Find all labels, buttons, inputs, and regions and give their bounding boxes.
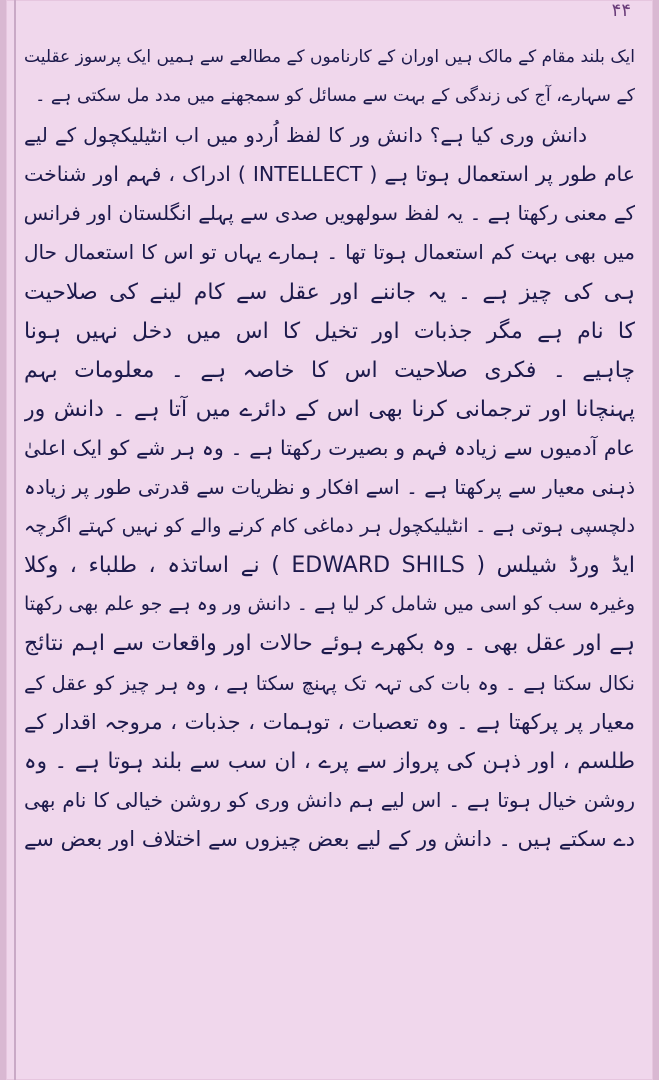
text-line-13: دلچسپی ہوتی ہے ۔ انٹیلیکچول ہر دماغی کام کرنے والے کو نہیں کہتے اگرچہ <box>24 515 635 538</box>
text-line-3: دانش وری کیا ہے؟ دانش ور کا لفظ اُردو میں اب انٹیلیکچول کے لیے <box>24 123 587 148</box>
text-line-8: کا نام ہے مگر جذبات اور تخیل کا اس میں دخل نہیں ہونا <box>24 318 635 344</box>
text-line-9: چاہیے ۔ فکری صلاحیت اس کا خاصہ ہے ۔ معلومات بہم <box>24 357 635 383</box>
text-line-7: ہی کی چیز ہے ۔ یہ جاننے اور عقل سے کام لینے کی صلاحیت <box>24 279 635 305</box>
page-body-text <box>24 38 635 859</box>
text-line-18: معیار پر پرکھتا ہے ۔ وہ تعصبات ، توہمات ، جذبات ، مروجہ اقدار کے <box>24 709 635 734</box>
text-line-16: ہے اور عقل بھی ۔ وہ بکھرے ہوئے حالات اور واقعات سے اہم نتائج <box>24 631 635 657</box>
text-line-1: ایک بلند مقام کے مالک ہیں اوران کے کارناموں کے مطالعے سے ہمیں ایک پرسوز عقلیت <box>24 47 635 67</box>
text-line-6: میں بھی بہت کم استعمال ہوتا تھا ۔ ہمارے یہاں تو اس کا استعمال حال <box>24 240 635 265</box>
text-line-14: ایڈ ورڈ شیلس ( EDWARD SHILS ) نے اساتذہ ، طلباء ، وکلا <box>24 553 635 579</box>
text-line-12: ذہنی معیار سے پرکھتا ہے ۔ اسے افکار و نظریات سے قدرتی طور پر زیادہ <box>24 475 635 500</box>
book-page <box>6 0 653 1080</box>
text-line-19: طلسم ، اور ذہن کی پرواز سے پرے ، ان سب سے بلند ہوتا ہے ۔ وہ <box>24 748 635 774</box>
text-line-20: روشن خیال ہوتا ہے ۔ اس لیے ہم دانش وری کو روشن خیالی کا نام بھی <box>24 787 635 812</box>
page-number: ۴۴ <box>611 0 631 21</box>
text-line-2: کے سہارے، آج کی زندگی کے بہت سے مسائل کو سمجھنے میں مدد مل سکتی ہے ۔ <box>35 86 635 107</box>
text-line-17: نکال سکتا ہے ۔ وہ بات کی تہہ تک پہنچ سکتا ہے ، وہ ہر چیز کو عقل کے <box>24 671 635 695</box>
text-line-10: پہنچانا اور ترجمانی کرنا بھی اس کے دائرے میں آتا ہے ۔ دانش ور <box>24 396 635 422</box>
page-margin-line <box>14 0 16 1080</box>
text-line-11: عام آدمیوں سے زیادہ فہم و بصیرت رکھتا ہے ۔ وہ ہر شے کو ایک اعلیٰ <box>24 435 635 460</box>
text-line-5: کے معنی رکھتا ہے ۔ یہ لفظ سولھویں صدی سے پہلے انگلستان اور فرانس <box>24 201 635 226</box>
text-line-15: وغیرہ سب کو اسی میں شامل کر لیا ہے ۔ دانش ور وہ ہے جو علم بھی رکھتا <box>24 593 635 616</box>
text-line-4: عام طور پر استعمال ہوتا ہے ( INTELLECT ) ادراک ، فہم اور شناخت <box>24 162 635 187</box>
text-line-21: دے سکتے ہیں ۔ دانش ور کے لیے بعض چیزوں سے اختلاف اور بعض سے <box>24 826 635 851</box>
